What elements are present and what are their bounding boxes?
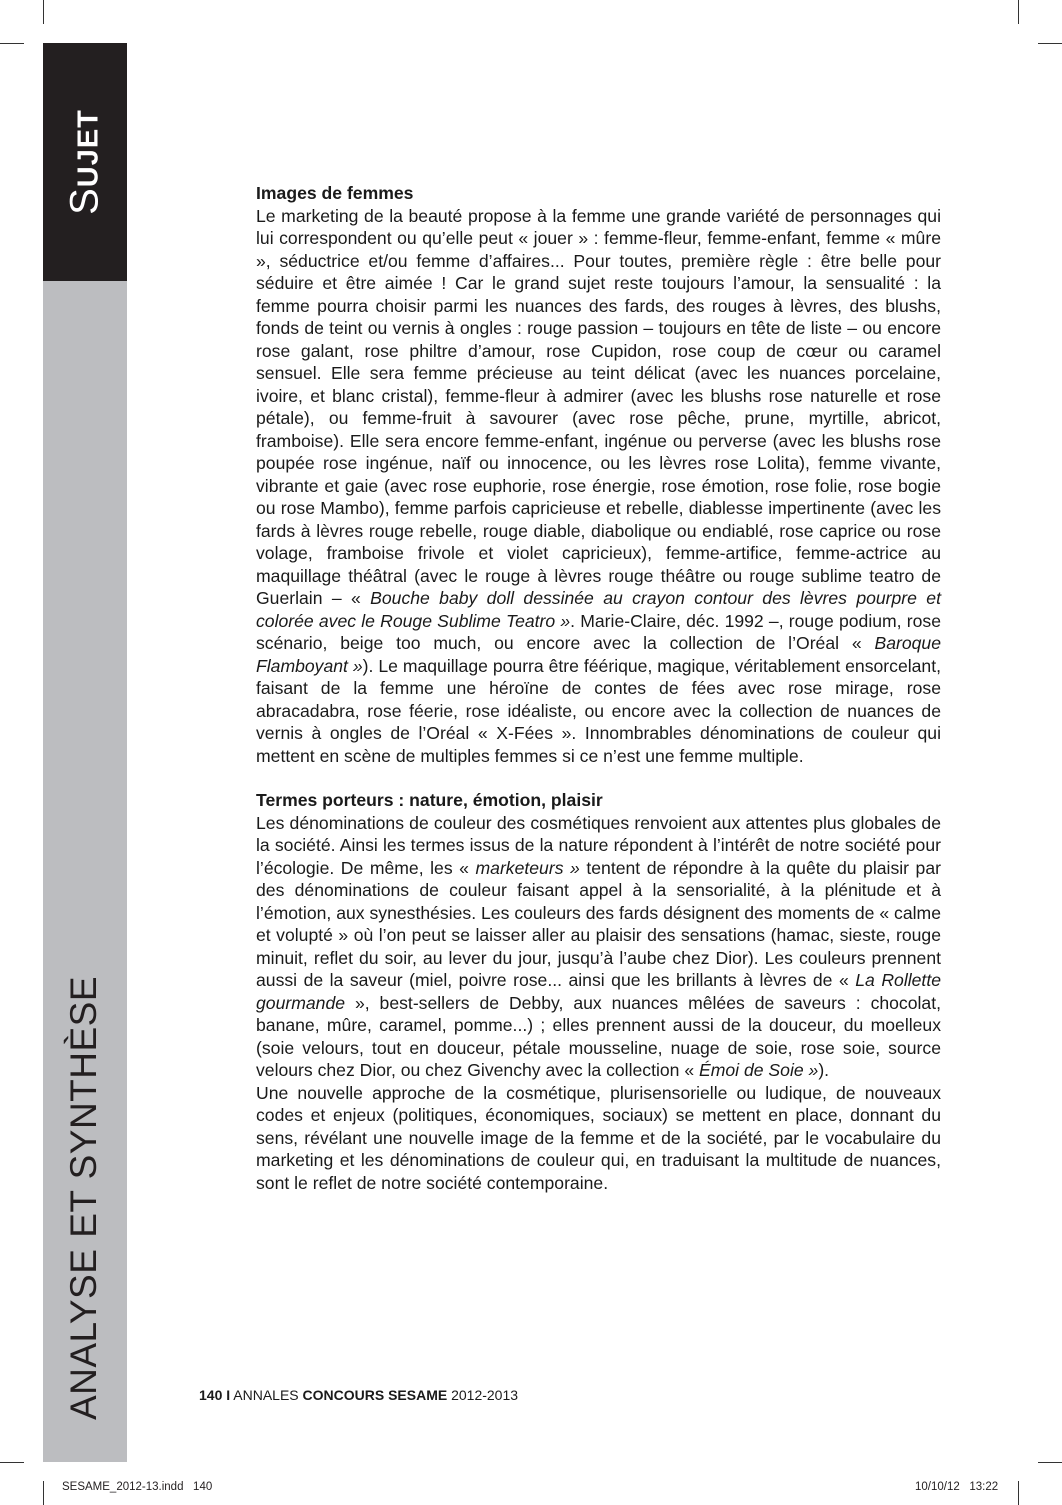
crop-mark [1018, 0, 1019, 24]
crop-mark [0, 43, 24, 44]
article-body [256, 182, 941, 1194]
page-footer: 140 I ANNALES CONCOURS SESAME 2012-2013 [199, 1387, 519, 1403]
section-heading: Termes porteurs : nature, émotion, plaisir [256, 790, 603, 810]
crop-mark [43, 0, 44, 24]
paragraph: Une nouvelle approche de la cosmétique, plurisensorielle ou ludique, de nouveaux codes et enjeux (politiques, économiques, sociaux) se mettent en place, donnant du sens, révélant une nouvelle image de la femme et de la société, par le vocabulaire du marketing et les dénominations de couleur qui, en traduisant la multitude de nuances, sont le reflet de notre société contemporaine. [256, 1082, 941, 1193]
side-label-sujet: SUJET [62, 109, 107, 215]
section-heading: Images de femmes [256, 183, 414, 203]
print-slug-date: 10/10/12 13:22 [915, 1481, 999, 1493]
crop-mark [1018, 1481, 1019, 1505]
crop-mark [1038, 43, 1062, 44]
crop-mark [43, 1481, 44, 1505]
paragraph: Les dénominations de couleur des cosmétiques renvoient aux attentes plus globales de la société. Ainsi les termes issus de la nature répondent à l’intérêt de notre société pour l’écologie. De même, les « marketeurs » tentent de répondre à la quête du plaisir par des dénominations de couleur faisant appel à la sensorialité, à la plénitude et à l’émotion, aux synesthésies. Les couleurs des fards désignent des moments de « calme et volupté » où l’on peut se laisser aller au plaisir des sensations (hamac, sieste, rouge minuit, reflet du soir, au lever du jour, jusqu’à l’aube chez Dior). Les couleurs prennent aussi de la saveur (miel, poivre rose... ainsi que les brillants à lèvres de « La Rollette gourmande », best-sellers de Debby, aux nuances mêlées de saveurs : chocolat, banane, mûre, caramel, pomme...) ; elles prennent aussi de la douceur, du moelleux (soie velours, tout en douceur, pétale mousseline, nuage de soie, rose soie, source velours chez Dior, ou chez Givenchy avec la collection « Émoi de Soie »). [256, 812, 941, 1080]
crop-mark [0, 1462, 24, 1463]
paragraph: Le marketing de la beauté propose à la femme une grande variété de personnages qui lui correspondent ou qu’elle peut « jouer » : femme-fleur, femme-enfant, femme « mûre », séductrice et/ou femme d’affaires... Pour toutes, première règle : être belle pour séduire et être aimée ! Car le grand sujet reste toujours l’amour, la sensualité : la femme pourra choisir parmi les nuances des fards, des rouges à lèvres, des blushs, fonds de teint ou vernis à ongles : rouge passion – toujours en tête de liste – ou encore rose galant, rose philtre d’amour, rose Cupidon, rose coup de cœur ou caramel sensuel. Elle sera femme précieuse au teint délicat (avec les nuances porcelaine, ivoire, et blanc cristal), femme-fleur à admirer (avec les blushs rose naturelle et rose pétale), ou femme-fruit à savourer (avec rose pêche, prune, myrtille, abricot, framboise). Elle sera encore femme-enfant, ingénue ou perverse (avec les blushs rose poupée rose ingénue, naïf ou innocence, ou les lèvres rose Lolita), femme vivante, vibrante et gaie (avec rose euphorie, rose énergie, rose émotion, rose folie, rose bogie ou rose Mambo), femme parfois capricieuse et rebelle, diablesse impertinente (avec les fards à lèvres rouge rebelle, rouge diable, diabolique ou endiablé, rose caprice ou rose volage, framboise frivole et violet capricieux), femme-artifice, femme-actrice au maquillage théâtral (avec le rouge à lèvres rouge théâtre ou rouge sublime teatro de Guerlain – « Bouche baby doll dessinée au crayon contour des lèvres pourpre et colorée avec le Rouge Sublime Teatro ». Marie-Claire, déc. 1992 –, rouge podium, rose scénario, beige too much, ou encore avec la collection de l’Oréal « Baroque Flamboyant »). Le maquillage pourra être féérique, magique, véritablement ensorcelant, faisant de la femme une héroïne de contes de fées avec rose mirage, rose abracadabra, rose féerie, rose idéaliste, ou encore avec la collection de nuances de vernis à ongles de l’Oréal « X-Fées ». Innombrables dénominations de couleur qui mettent en scène de multiples femmes si ce n’est une femme multiple. [256, 205, 941, 766]
crop-mark [1038, 1462, 1062, 1463]
print-slug-file: SESAME_2012-13.indd 140 [62, 1481, 213, 1493]
side-label-analyse: ANALYSE ET SYNTHÈSE [63, 975, 104, 1421]
